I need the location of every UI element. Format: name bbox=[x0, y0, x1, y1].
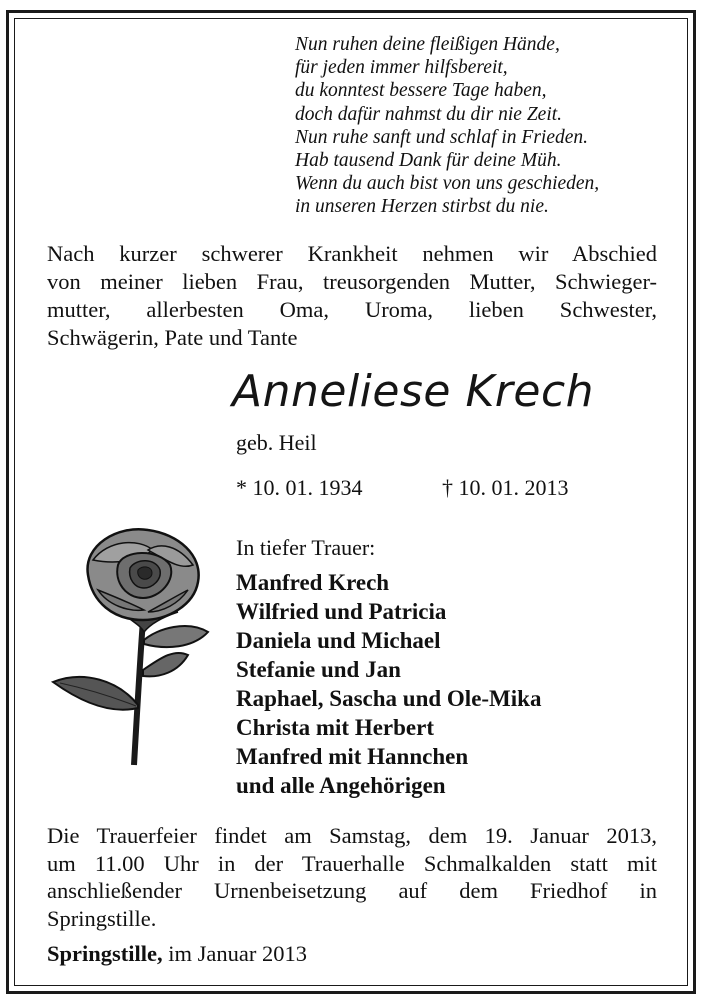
intro-text bbox=[47, 240, 657, 352]
intro-line: mutter, allerbesten Oma, Uroma, lieben Schwester, bbox=[47, 297, 657, 322]
poem bbox=[295, 33, 675, 219]
poem-line: Hab tausend Dank für deine Müh. bbox=[295, 150, 562, 172]
death-date: † 10. 01. 2013 bbox=[442, 475, 569, 500]
poem-line: für jeden immer hilfsbereit, bbox=[295, 57, 508, 79]
mourners-list bbox=[236, 568, 541, 800]
poem-line: doch dafür nahmst du dir nie Zeit. bbox=[295, 103, 563, 125]
mourner: Manfred mit Hannchen bbox=[236, 744, 469, 769]
ceremony-line: Springstille. bbox=[47, 905, 157, 931]
mourner: Wilfried und Patricia bbox=[236, 599, 447, 624]
ceremony-line: anschließender Urnenbeisetzung auf dem Friedhof in bbox=[47, 878, 657, 903]
rose-illustration bbox=[48, 520, 226, 770]
place: Springstille, bbox=[47, 941, 163, 966]
intro-line: Schwägerin, Pate und Tante bbox=[47, 325, 298, 350]
date: im Januar 2013 bbox=[168, 941, 308, 966]
ceremony-info bbox=[47, 822, 657, 932]
mourner: Raphael, Sascha und Ole-Mika bbox=[236, 686, 542, 711]
place-and-date bbox=[47, 941, 307, 967]
birth-date: * 10. 01. 1934 bbox=[236, 475, 363, 500]
mourner: und alle Angehörigen bbox=[236, 773, 446, 798]
ceremony-line: um 11.00 Uhr in der Trauerhalle Schmalkalden statt mit bbox=[47, 850, 657, 876]
mourner: Stefanie und Jan bbox=[236, 657, 401, 682]
poem-line: du konntest bessere Tage haben, bbox=[295, 80, 547, 102]
deceased-name: Anneliese Krech bbox=[232, 366, 595, 417]
mourner: Manfred Krech bbox=[236, 570, 390, 595]
mourning-label: In tiefer Trauer: bbox=[236, 535, 376, 560]
poem-line: in unseren Herzen stirbst du nie. bbox=[295, 196, 549, 218]
poem-line: Wenn du auch bist von uns geschieden, bbox=[295, 173, 600, 195]
ceremony-line: Die Trauerfeier findet am Samstag, dem 19. Januar 2013, bbox=[47, 823, 657, 848]
mourner: Daniela und Michael bbox=[236, 628, 441, 653]
intro-line: Nach kurzer schwerer Krankheit nehmen wir Abschied bbox=[47, 241, 657, 266]
birth-name: geb. Heil bbox=[236, 430, 317, 455]
life-dates bbox=[236, 475, 569, 501]
poem-line: Nun ruhen deine fleißigen Hände, bbox=[295, 34, 560, 55]
poem-line: Nun ruhe sanft und schlaf in Frieden. bbox=[295, 126, 589, 148]
intro-line: von meiner lieben Frau, treusorgenden Mutter, Schwieger- bbox=[47, 269, 657, 294]
mourner: Christa mit Herbert bbox=[236, 715, 434, 740]
